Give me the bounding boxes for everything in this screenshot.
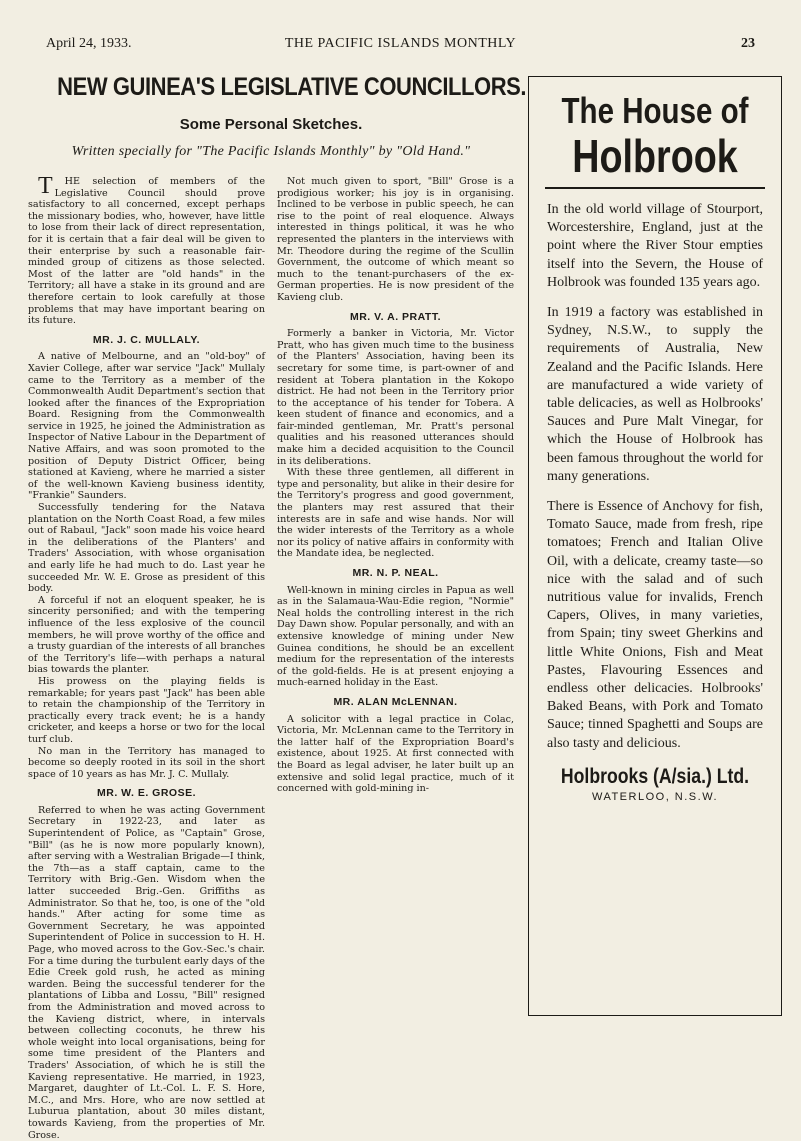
ad-paragraph: There is Essence of Anchovy for fish, Tomato Sauce, made from fresh, ripe tomatoes; French and Italian Olive Oil, with a delicate, creamy taste—so nice with the salad and of such nutritious value for invalids, French Capers, Olives, in many varieties, from Spain; tiny sweet Gherkins and little White Onions, Fish and Meat Pastes, Flavouring Essences and endless other delicacies. Holbrooks' Baked Beans, with Pork and Tomato Sauce; tinned Spaghetti and Soups are also tasty and delicious. [547, 499, 763, 751]
ad-title [529, 91, 781, 181]
journal-title: THE PACIFIC ISLANDS MONTHLY [284, 36, 517, 51]
issue-date: April 24, 1933. [46, 36, 132, 51]
ad-company-name: Holbrooks (A/sia.) Ltd. [560, 764, 750, 788]
section-heading-pratt: MR. V. A. PRATT. [349, 310, 442, 323]
page-number: 23 [741, 36, 755, 51]
section-heading-neal: MR. N. P. NEAL. [352, 567, 439, 579]
ad-paragraph: In the old world village of Stourport, Worcestershire, England, just at the point where the River Stour empties itself into the Severn, the House of Holbrook was founded 135 years ago. [547, 202, 763, 290]
ad-paragraph: In 1919 a factory was established in Sydney, N.S.W., to supply the requirements of Australia, New Zealand and the Pacific Islands. Here are manufactured a wide variety of table delicacies, as well as Holbrooks' Sauces and Pure Malt Vinegar, for which the House of Holbrook has been famous throughout the world for many generations. [547, 305, 763, 484]
article-headline: NEW GUINEA'S LEGISLATIVE COUNCILLORS. [57, 73, 527, 101]
paragraph: A forceful if not an eloquent speaker, he is sincerity personified; and with the tempering influence of the less explosive of the council members, he will prove worthy of the office and a trusty guardian of the interests of all branches of the Territory's life—with perhaps a natural bias towards the planter. [28, 594, 265, 676]
article-subheadline: Some Personal Sketches. [179, 116, 363, 133]
ad-body [547, 201, 763, 753]
paragraph: His prowess on the playing fields is remarkable; for years past "Jack" has been able to retain the championship of the Territory in practically every track event; he is a handy cricketer, and keeps a horse or two for the local turf club. [28, 675, 265, 745]
paragraph: Not much given to sport, "Bill" Grose is a prodigious worker; his joy is in organising. Inclined to be verbose in public speech, he can rise to the point of real eloquence. Always interested in things political, it was he who represented the planters in the interviews with Mr. Theodore during the regime of the Scullin Government, the outcome of which meant so much to the tenant-purchasers of the ex-German properties. He is now president of the Kavieng club. [277, 176, 514, 303]
paragraph: Successfully tendering for the Natava plantation on the North Coast Road, a few miles out of Rabaul, "Jack" soon made his voice heard in the deliberations of the Planters' and Traders' Association, with whose organisation and early life he had much to do. Last year he succeeded Mr. W. E. Grose as president of this body. [28, 502, 265, 595]
paragraph: A native of Melbourne, and an "old-boy" of Xavier College, after war service "Jack" Mullaly came to the Territory as a member of the Commonwealth Audit Department's section that looked after the finances of the Expropriation Board. Resigning from the Commonwealth service in 1925, he joined the Administration as Inspector of Native Labour in the Department of Native Affairs, and was soon promoted to the position of Deputy District Officer, being stationed at Kavieng, where he married a sister of the well-known Kavieng business identity, "Frankie" Saunders. [28, 351, 265, 502]
article-columns [28, 173, 514, 1141]
holbrook-advertisement [528, 76, 782, 1016]
section-heading-mclennan: MR. ALAN McLENNAN. [333, 695, 458, 708]
article-intro: THE selection of members of the Legislative Council should prove satisfactory to all concerned, except perhaps the missionary bodies, who, however, have little to lose from their lack of direct representation, for it is certain that a fair deal will be given to their enterprise by such a reasonable fair-minded group of citizens as those selected. Most of the latter are "old hands" in the Territory; all have a stake in its ground and are therefore certain to look carefully at those problems that may have important bearing on its future. [28, 173, 265, 327]
paragraph: No man in the Territory has managed to become so deeply rooted in its soil in the short space of 10 years as has Mr. J. C. Mullaly. [28, 745, 265, 780]
ad-divider [545, 187, 765, 189]
paragraph: A solicitor with a legal practice in Colac, Victoria, Mr. McLennan came to the Territory in the latter half of the Expropriation Board's existence, about 1925. At first connected with the Board as legal adviser, he later built up an extensive and solid legal practice, much of it concerned with gold-mining in- [277, 713, 514, 795]
article-column-left [28, 173, 265, 1141]
article [28, 70, 527, 1141]
paragraph: Well-known in mining circles in Papua as well as in the Salamaua-Wau-Edie region, "Normie" Neal holds the controlling interest in the rich Day Dawn show. Popular personally, and with an extensive knowledge of mining under New Guinea conditions, he should be an excellent medium for the representation of the interests of the gold-fields. He is at present enjoying a much-earned holiday in the East. [277, 584, 514, 689]
section-heading-mullaly: MR. J. C. MULLALY. [92, 333, 201, 346]
paragraph: Referred to when he was acting Government Secretary in 1922-23, and later as Superintendent of Police, as "Captain" Grose, "Bill" (as he is now more popularly known), after serving with a Westralian Brigade—I think, the 7th—as a staff captain, came to the Territory with Brig.-Gen. Wisdom when the latter succeeded Brig.-Gen. Griffiths as Administrator. So that he, too, is one of the "old hands." After acting for some time as Government Secretary, he was appointed Superintendent of Police in succession to H. H. Page, who moved across to the Gov.-Sec.'s chair. For a time during the turbulent early days of the Edie Creek gold rush, he acted as mining warden. Being the successful tenderer for the plantations of Libba and Lossu, "Bill" resigned from the Administration and moved across to the Kavieng district, where, in intervals between collecting coconuts, he threw his whole weight into local organisations, being for some time president of the Planters and Traders' Association, of which he is still the Kavieng representative. He married, in 1923, Margaret, daughter of Lt.-Col. L. F. S. Hore, M.C., and Mrs. Hore, who are now settled at Luburua plantation, about 30 miles distant, towards Kavieng, from the properties of Mr. Grose. [28, 804, 265, 1141]
ad-company-location: WATERLOO, N.S.W. [591, 790, 719, 803]
running-header [46, 36, 755, 56]
ad-title-line2: Holbrook [572, 130, 738, 182]
paragraph: With these three gentlemen, all different in type and personality, but alike in their desire for the Territory's progress and good government, the planters may rest assured that their interests are in safe and wise hands. Nor will the wider interests of the Territory as a whole nor its policy of native affairs in conformity with the Mandate idea, be neglected. [277, 467, 514, 560]
ad-title-line1: The House of [561, 90, 749, 131]
section-heading-grose: MR. W. E. GROSE. [96, 787, 196, 800]
paragraph: Formerly a banker in Victoria, Mr. Victor Pratt, who has given much time to the business of the Planters' Association, having been its secretary for some time, is part-owner of and resident at Tobera plantation in the Kokopo district. He had not been in the Territory prior to the acceptance of his tender for Tobera. A keen student of finance and economics, and a fair-minded gentleman, Mr. Pratt's personal qualities and his reasoned utterances should make him a decided acquisition to the Council in its deliberations. [277, 328, 514, 467]
article-byline: Written specially for "The Pacific Islands Monthly" by "Old Hand." [71, 144, 471, 159]
article-column-right [277, 176, 514, 1040]
